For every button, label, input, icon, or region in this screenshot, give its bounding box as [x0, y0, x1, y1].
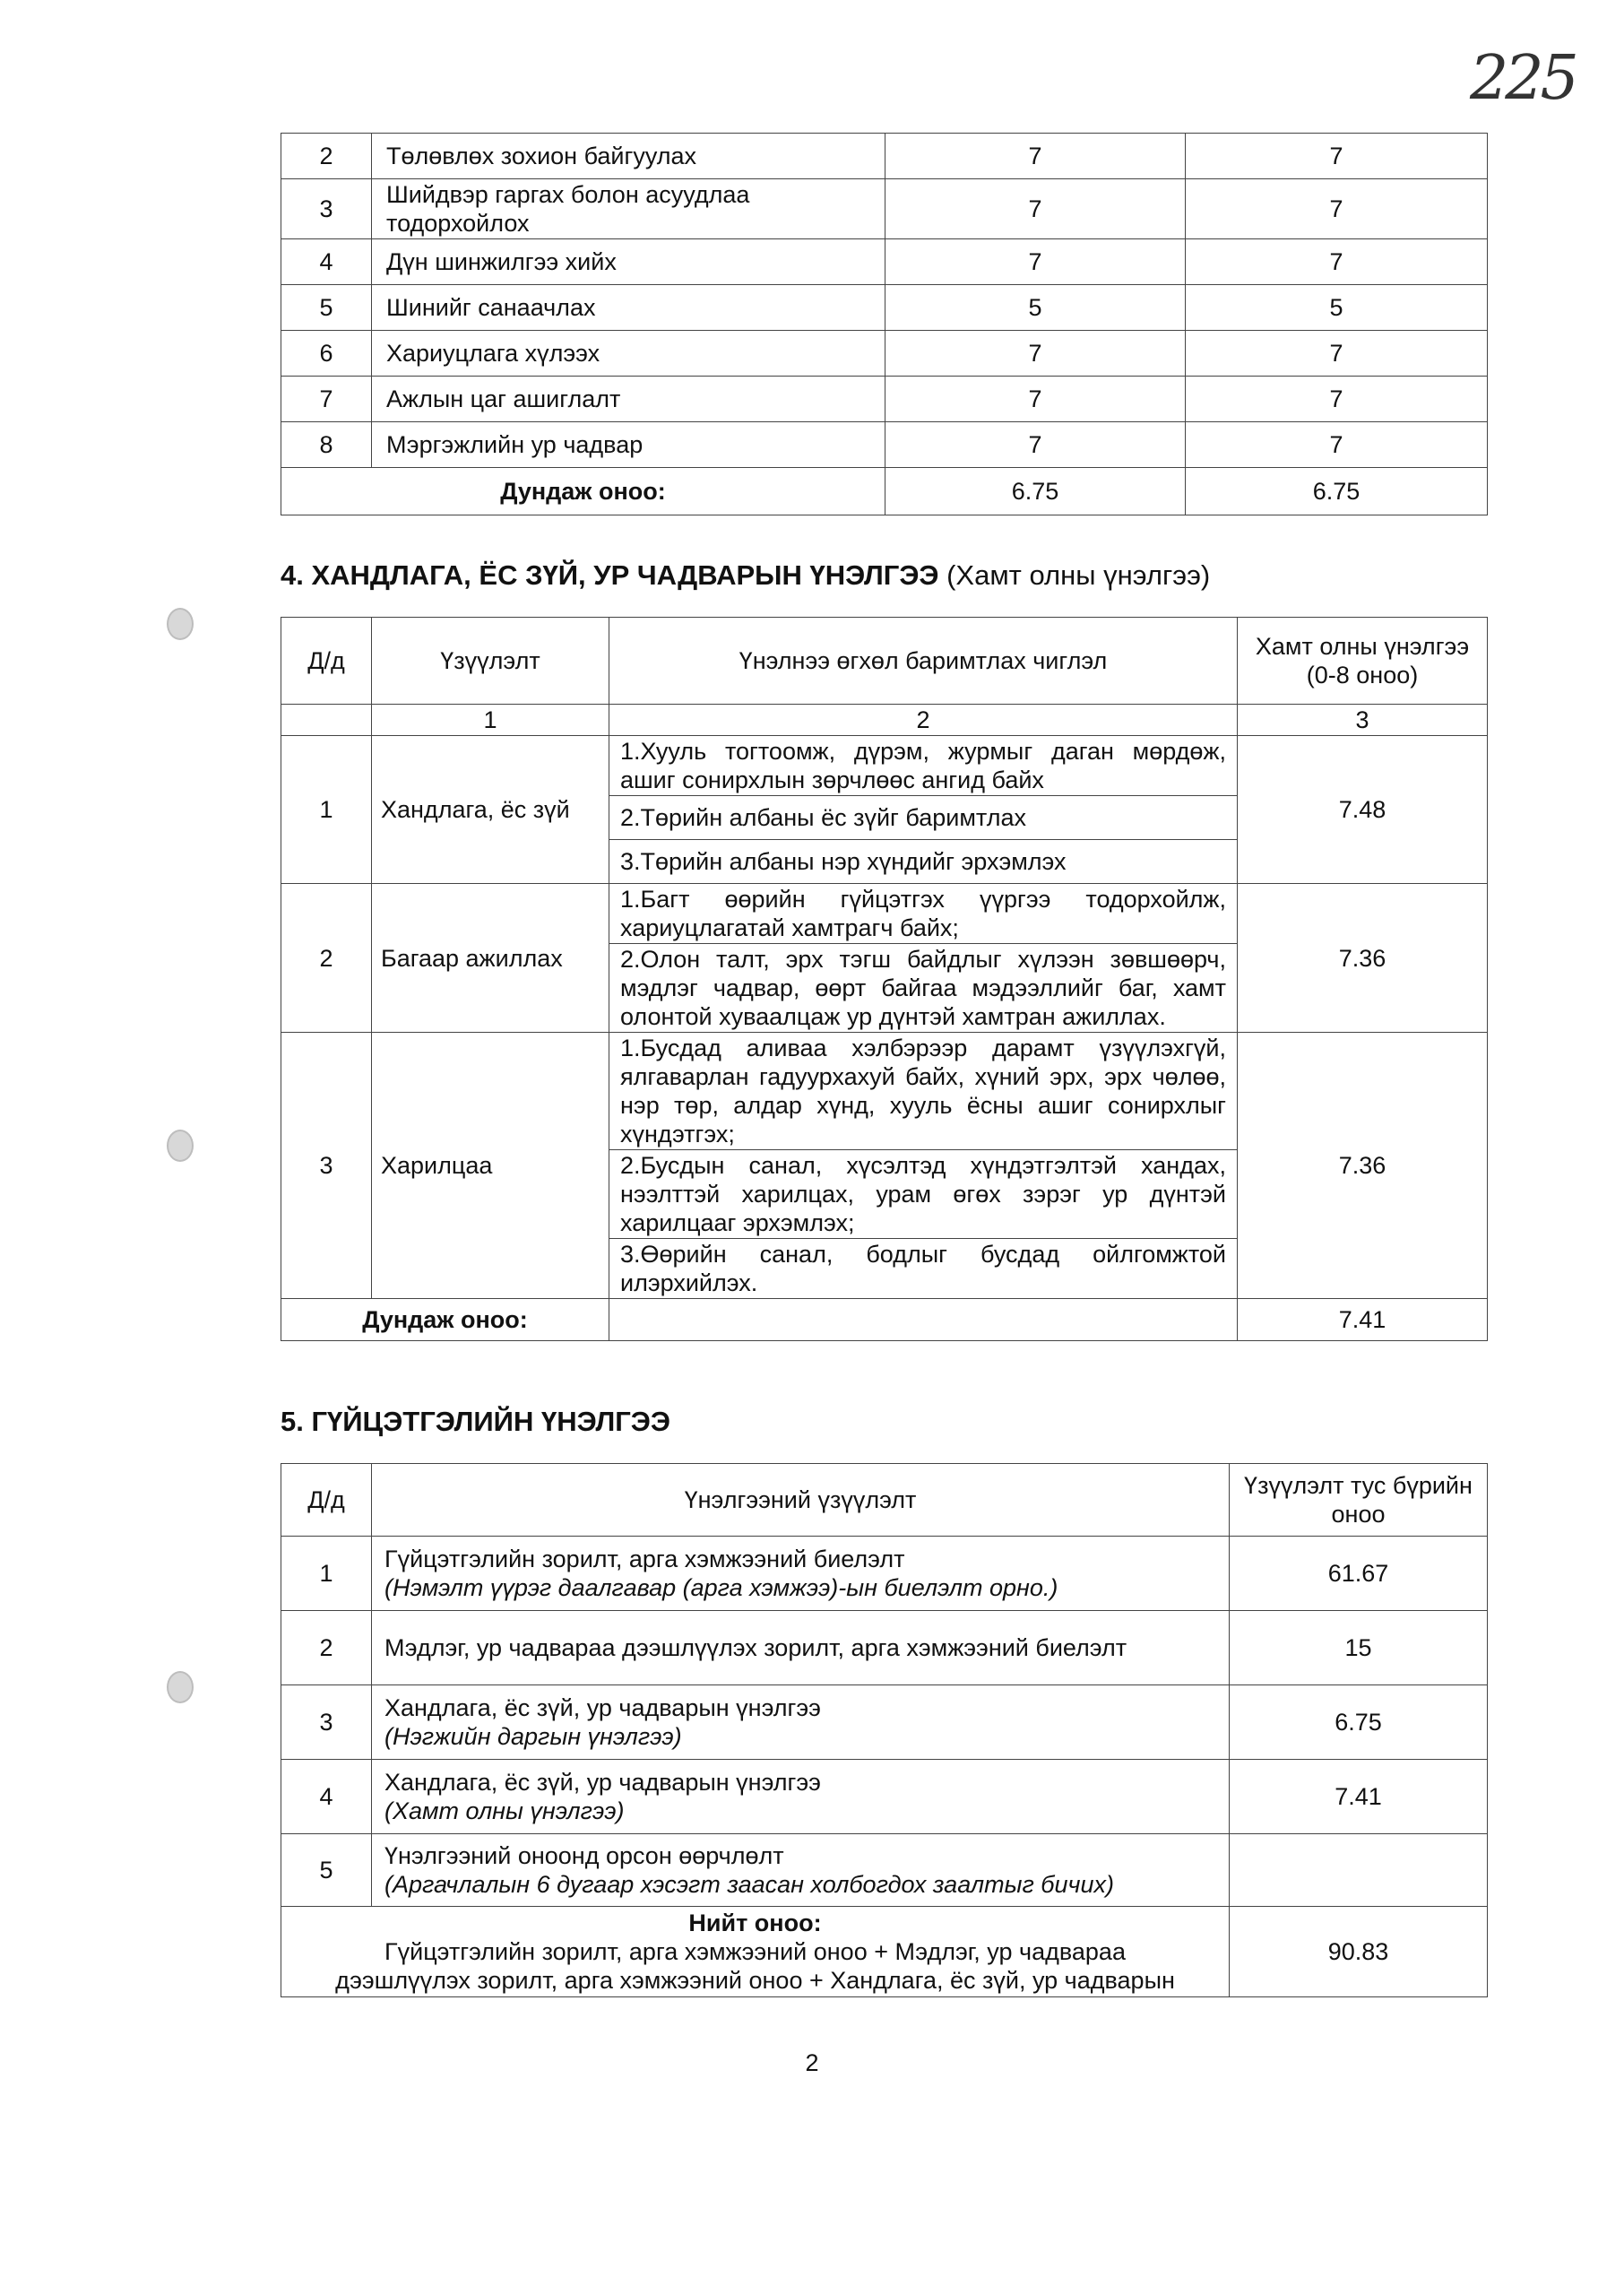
score-b: 7 — [1186, 179, 1488, 239]
punch-hole-bottom — [167, 1671, 194, 1703]
criterion: 1.Бусдад аливаа хэлбэрээр дарамт үзүүлэхгүй, ялгаварлан гадуурхахуй байх, хүний эрх, эрх чөлөө, нэр төр, алдар хүнд, хууль ёсны ашиг сонирхлыг хүндэтгэх; — [609, 1033, 1238, 1150]
header-row — [281, 618, 1488, 705]
handwritten-page-number: 225 — [1470, 43, 1576, 114]
average-score: 7.41 — [1238, 1299, 1488, 1341]
header-num: Д/д — [281, 1464, 372, 1537]
row-number: 2 — [281, 1611, 372, 1685]
section-4-title — [281, 559, 1210, 592]
supervisor-evaluation-table — [281, 133, 1488, 515]
table-row — [281, 331, 1488, 377]
criterion: 2.Бусдын санал, хүсэлтэд хүндэтгэлтэй хандах, нээлттэй харилцах, урам өгөх зэрэг ур дүнтэй харилцааг эрхэмлэх; — [609, 1150, 1238, 1239]
average-row — [281, 1299, 1488, 1341]
header-direction: Үнэлнээ өгхөл баримтлах чиглэл — [609, 618, 1238, 705]
indicator-title: Хандлага, ёс зүй, ур чадварын үнэлгээ — [384, 1769, 821, 1796]
table-row — [281, 1834, 1488, 1907]
total-label: Нийт оноо: — [688, 1910, 822, 1936]
table-row — [281, 422, 1488, 468]
indicator-score: 61.67 — [1230, 1537, 1488, 1611]
column-number-1: 1 — [372, 705, 609, 736]
indicator-cell — [372, 1537, 1230, 1611]
header-row — [281, 1464, 1488, 1537]
score-a: 7 — [885, 377, 1186, 422]
table-row — [281, 884, 1488, 944]
row-number: 1 — [281, 1537, 372, 1611]
average-score-b: 6.75 — [1186, 468, 1488, 515]
table-row — [281, 134, 1488, 179]
average-label: Дундаж оноо: — [281, 1299, 609, 1341]
score-a: 7 — [885, 422, 1186, 468]
score-a: 7 — [885, 331, 1186, 377]
indicator-score: 7.36 — [1238, 884, 1488, 1033]
average-row — [281, 468, 1488, 515]
score-a: 5 — [885, 285, 1186, 331]
row-number: 8 — [281, 422, 372, 468]
indicator-cell — [372, 1685, 1230, 1760]
indicator-name: Ажлын цаг ашиглалт — [372, 377, 885, 422]
indicator-score: 6.75 — [1230, 1685, 1488, 1760]
table-row — [281, 239, 1488, 285]
indicator-name: Мэргэжлийн ур чадвар — [372, 422, 885, 468]
score-b: 7 — [1186, 134, 1488, 179]
table-row — [281, 1760, 1488, 1834]
punch-hole-top — [167, 608, 194, 640]
criterion: 2.Олон талт, эрх тэгш байдлыг хүлээн зөвшөөрч, мэдлэг чадвар, өөрт байгаа мэдээллийг баг, хамт олонтой хуваалцаж ур дүнтэй хамтран ажиллах. — [609, 944, 1238, 1033]
section-5-title: 5. ГҮЙЦЭТГЭЛИЙН ҮНЭЛГЭЭ — [281, 1406, 670, 1437]
average-score-a: 6.75 — [885, 468, 1186, 515]
indicator-score: 15 — [1230, 1611, 1488, 1685]
indicator-title: Үнэлгээний оноонд орсон өөрчлөлт — [384, 1842, 784, 1869]
column-number-row — [281, 705, 1488, 736]
score-b: 7 — [1186, 422, 1488, 468]
header-score: Хамт олны үнэлгээ (0-8 оноо) — [1238, 618, 1488, 705]
indicator-note: (Нэгжийн даргын үнэлгээ) — [384, 1723, 682, 1750]
row-number: 2 — [281, 884, 372, 1033]
column-number-2: 2 — [609, 705, 1238, 736]
table-row — [281, 1537, 1488, 1611]
row-number: 6 — [281, 331, 372, 377]
indicator-name: Хандлага, ёс зүй — [372, 736, 609, 884]
indicator-score — [1230, 1834, 1488, 1907]
row-number: 4 — [281, 239, 372, 285]
average-blank — [609, 1299, 1238, 1341]
indicator-cell — [372, 1834, 1230, 1907]
criterion: 3.Өөрийн санал, бодлыг бусдад ойлгомжтой илэрхийлэх. — [609, 1239, 1238, 1299]
page-number: 2 — [805, 2049, 819, 2076]
average-label: Дундаж оноо: — [281, 468, 885, 515]
criterion: 1.Багт өөрийн гүйцэтгэх үүргээ тодорхойлж, хариуцлагатай хамтрагч байх; — [609, 884, 1238, 944]
total-row — [281, 1907, 1488, 1997]
table-row — [281, 1033, 1488, 1150]
criterion: 1.Хууль тогтоомж, дүрэм, журмыг даган мөрдөж, ашиг сонирхлын зөрчлөөс ангид байх — [609, 736, 1238, 796]
row-number: 5 — [281, 285, 372, 331]
indicator-name: Төлөвлөх зохион байгуулах — [372, 134, 885, 179]
punch-hole-middle — [167, 1130, 194, 1162]
score-a: 7 — [885, 179, 1186, 239]
total-score: 90.83 — [1230, 1907, 1488, 1997]
indicator-score: 7.41 — [1230, 1760, 1488, 1834]
score-b: 7 — [1186, 331, 1488, 377]
indicator-title: Гүйцэтгэлийн зорилт, арга хэмжээний биелэлт — [384, 1546, 905, 1572]
section-4-title-bold: 4. ХАНДЛАГА, ЁС ЗҮЙ, УР ЧАДВАРЫН ҮНЭЛГЭЭ — [281, 559, 939, 591]
performance-evaluation-table — [281, 1463, 1488, 1997]
indicator-note: (Аргачлалын 6 дугаар хэсэгт заасан холбогдох заалтыг бичих) — [384, 1871, 1114, 1898]
row-number: 2 — [281, 134, 372, 179]
indicator-name: Хариуцлага хүлээх — [372, 331, 885, 377]
table-row — [281, 1685, 1488, 1760]
score-a: 7 — [885, 239, 1186, 285]
table-row — [281, 736, 1488, 796]
indicator-title: Мэдлэг, ур чадвараа дээшлүүлэх зорилт, арга хэмжээний биелэлт — [384, 1634, 1127, 1661]
header-indicator: Үнэлгээний үзүүлэлт — [372, 1464, 1230, 1537]
indicator-note: (Хамт олны үнэлгээ) — [384, 1797, 625, 1824]
row-number: 7 — [281, 377, 372, 422]
criterion: 2.Төрийн албаны ёс зүйг баримтлах — [609, 796, 1238, 840]
section-4-title-note: (Хамт олны үнэлгээ) — [946, 559, 1211, 591]
column-number-3: 3 — [1238, 705, 1488, 736]
row-number: 3 — [281, 1033, 372, 1299]
column-number-blank — [281, 705, 372, 736]
indicator-name: Шийдвэр гаргах болон асуудлаа тодорхойлох — [372, 179, 885, 239]
indicator-title: Хандлага, ёс зүй, ур чадварын үнэлгээ — [384, 1694, 821, 1721]
table-row — [281, 1611, 1488, 1685]
indicator-score: 7.36 — [1238, 1033, 1488, 1299]
total-description: Гүйцэтгэлийн зорилт, арга хэмжээний оноо + Мэдлэг, ур чадвараа дээшлүүлэх зорилт, арга хэмжээний оноо + Хандлага, ёс зүй, ур чадварын — [335, 1938, 1175, 1994]
total-cell — [281, 1907, 1230, 1997]
collective-evaluation-table — [281, 617, 1488, 1341]
indicator-cell — [372, 1760, 1230, 1834]
header-num: Д/д — [281, 618, 372, 705]
score-b: 7 — [1186, 377, 1488, 422]
table-row — [281, 377, 1488, 422]
indicator-cell — [372, 1611, 1230, 1685]
header-score: Үзүүлэлт тус бүрийн оноо — [1230, 1464, 1488, 1537]
indicator-name: Харилцаа — [372, 1033, 609, 1299]
score-b: 7 — [1186, 239, 1488, 285]
indicator-name: Шинийг санаачлах — [372, 285, 885, 331]
row-number: 3 — [281, 179, 372, 239]
row-number: 1 — [281, 736, 372, 884]
row-number: 4 — [281, 1760, 372, 1834]
criterion: 3.Төрийн албаны нэр хүндийг эрхэмлэх — [609, 840, 1238, 884]
row-number: 3 — [281, 1685, 372, 1760]
table-row — [281, 179, 1488, 239]
indicator-name: Багаар ажиллах — [372, 884, 609, 1033]
indicator-note: (Нэмэлт үүрэг даалгавар (арга хэмжээ)-ын биелэлт орно.) — [384, 1574, 1058, 1601]
indicator-score: 7.48 — [1238, 736, 1488, 884]
table-row — [281, 285, 1488, 331]
row-number: 5 — [281, 1834, 372, 1907]
score-a: 7 — [885, 134, 1186, 179]
score-b: 5 — [1186, 285, 1488, 331]
header-indicator: Үзүүлэлт — [372, 618, 609, 705]
indicator-name: Дүн шинжилгээ хийх — [372, 239, 885, 285]
